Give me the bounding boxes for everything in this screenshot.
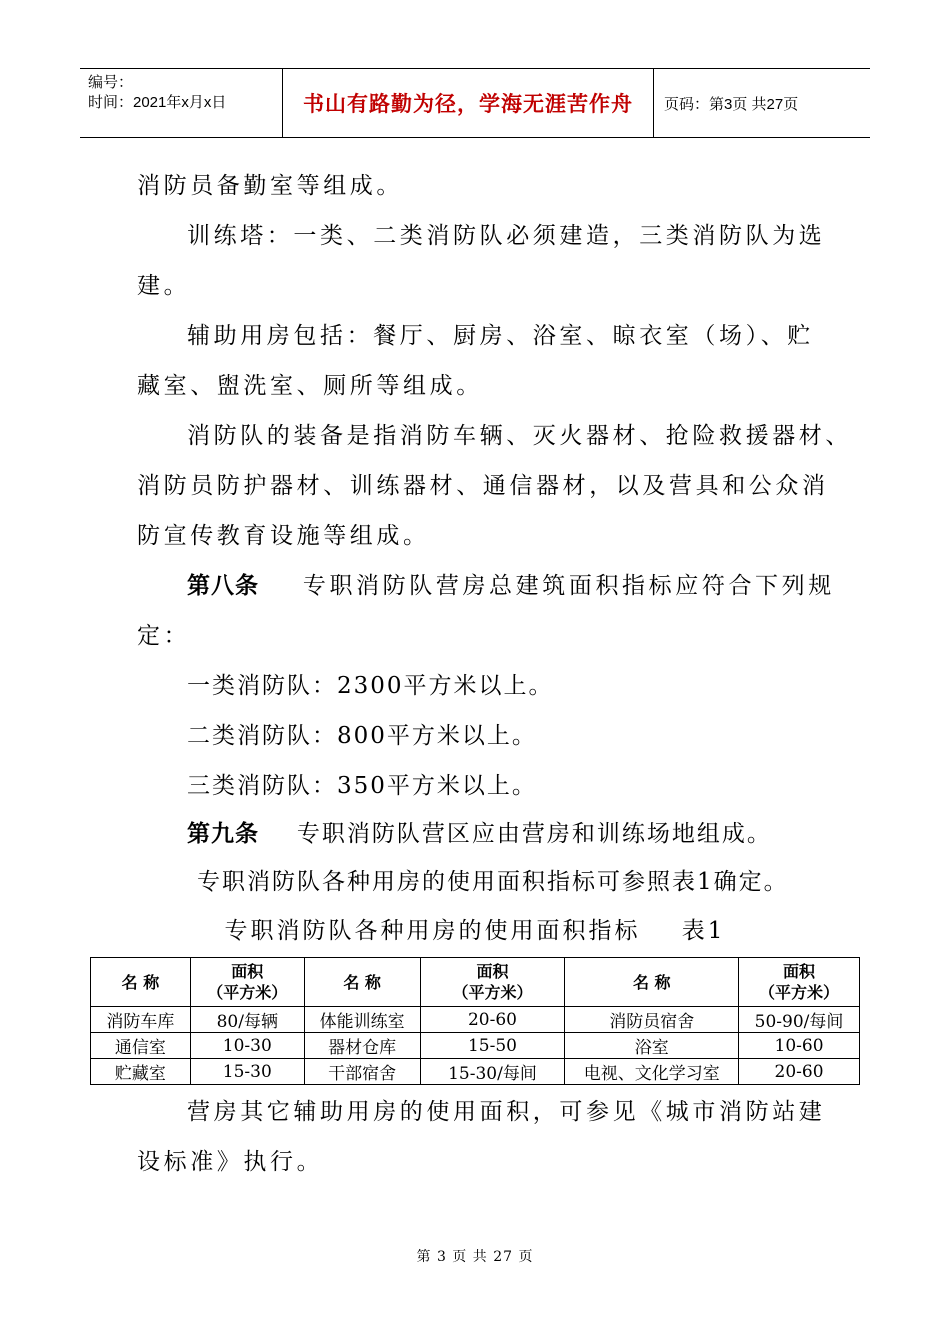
table-row (91, 1033, 860, 1059)
column-header: 面积 （平方米） (420, 958, 565, 1007)
page-header (80, 68, 870, 138)
table-cell: 10-30 (190, 1033, 304, 1059)
table-row (91, 1059, 860, 1085)
article-9 (187, 809, 877, 859)
table-cell: 器材仓库 (304, 1033, 420, 1059)
table-cell: 15-30 (190, 1059, 304, 1085)
column-header: 名 称 (565, 958, 739, 1007)
article-8-title: 第八条 (187, 573, 259, 599)
article-8-text: 专职消防队营房总建筑面积指标应符合下列规 (302, 573, 835, 599)
article-8 (187, 561, 877, 611)
document-number-label: 编号： (88, 74, 134, 91)
table-cell: 通信室 (91, 1033, 191, 1059)
paragraph-line: 藏室、盥洗室、厕所等组成。 (137, 373, 483, 399)
paragraph-line: 辅助用房包括：餐厅、厨房、浴室、晾衣室（场）、贮 (187, 323, 814, 349)
table-cell: 15-30/每间 (420, 1059, 565, 1085)
table-cell: 10-60 (739, 1033, 860, 1059)
table-cell: 浴室 (565, 1033, 739, 1059)
table-cell: 20-60 (420, 1007, 565, 1033)
header-motto: 书山有路勤为径，学海无涯苦作舟 (282, 69, 654, 137)
table-cell: 消防员宿舍 (565, 1007, 739, 1033)
table-cell: 电视、文化学习室 (565, 1059, 739, 1085)
column-header: 面积 （平方米） (739, 958, 860, 1007)
paragraph-line: 设标准》执行。 (137, 1149, 324, 1175)
article-9-text: 专职消防队营区应由营房和训练场地组成。 (296, 821, 772, 847)
paragraph-line: 训练塔：一类、二类消防队必须建造，三类消防队为选 (187, 223, 826, 249)
column-header: 名 称 (304, 958, 420, 1007)
table-cell: 干部宿舍 (304, 1059, 420, 1085)
column-header: 名 称 (91, 958, 191, 1007)
page-footer: 第 3 页 共 27 页 (416, 1249, 534, 1265)
table-caption: 专职消防队各种用房的使用面积指标 表1 (224, 918, 726, 944)
paragraph-line: 消防队的装备是指消防车辆、灭火器材、抢险救援器材、 (187, 423, 852, 449)
header-meta (80, 69, 282, 137)
column-header: 面积 （平方米） (190, 958, 304, 1007)
table-cell: 体能训练室 (304, 1007, 420, 1033)
table-cell: 50-90/每间 (739, 1007, 860, 1033)
class-3-requirement: 三类消防队：350平方米以上。 (187, 773, 537, 799)
table-header-row (91, 958, 860, 1007)
table-row (91, 1007, 860, 1033)
table-cell: 贮藏室 (91, 1059, 191, 1085)
table-cell: 消防车库 (91, 1007, 191, 1033)
paragraph-line: 建。 (137, 273, 191, 299)
table-cell: 15-50 (420, 1033, 565, 1059)
paragraph-line: 消防员防护器材、训练器材、通信器材，以及营具和公众消 (137, 473, 829, 499)
table-reference: 专职消防队各种用房的使用面积指标可参照表1确定。 (197, 869, 789, 895)
table-cell: 80/每辆 (190, 1007, 304, 1033)
area-index-table (90, 957, 860, 1085)
paragraph-line: 消防员备勤室等组成。 (137, 173, 403, 199)
article-9-title: 第九条 (187, 821, 259, 847)
paragraph-line: 防宣传教育设施等组成。 (137, 523, 430, 549)
class-1-requirement: 一类消防队：2300平方米以上。 (187, 673, 554, 699)
class-2-requirement: 二类消防队：800平方米以上。 (187, 723, 537, 749)
table-cell: 20-60 (739, 1059, 860, 1085)
header-page-info: 页码：第3页 共27页 (664, 95, 799, 113)
document-time: 时间：2021年x月x日 (88, 94, 227, 111)
paragraph-line: 营房其它辅助用房的使用面积，可参见《城市消防站建 (187, 1099, 826, 1125)
paragraph-line: 定： (137, 623, 191, 649)
